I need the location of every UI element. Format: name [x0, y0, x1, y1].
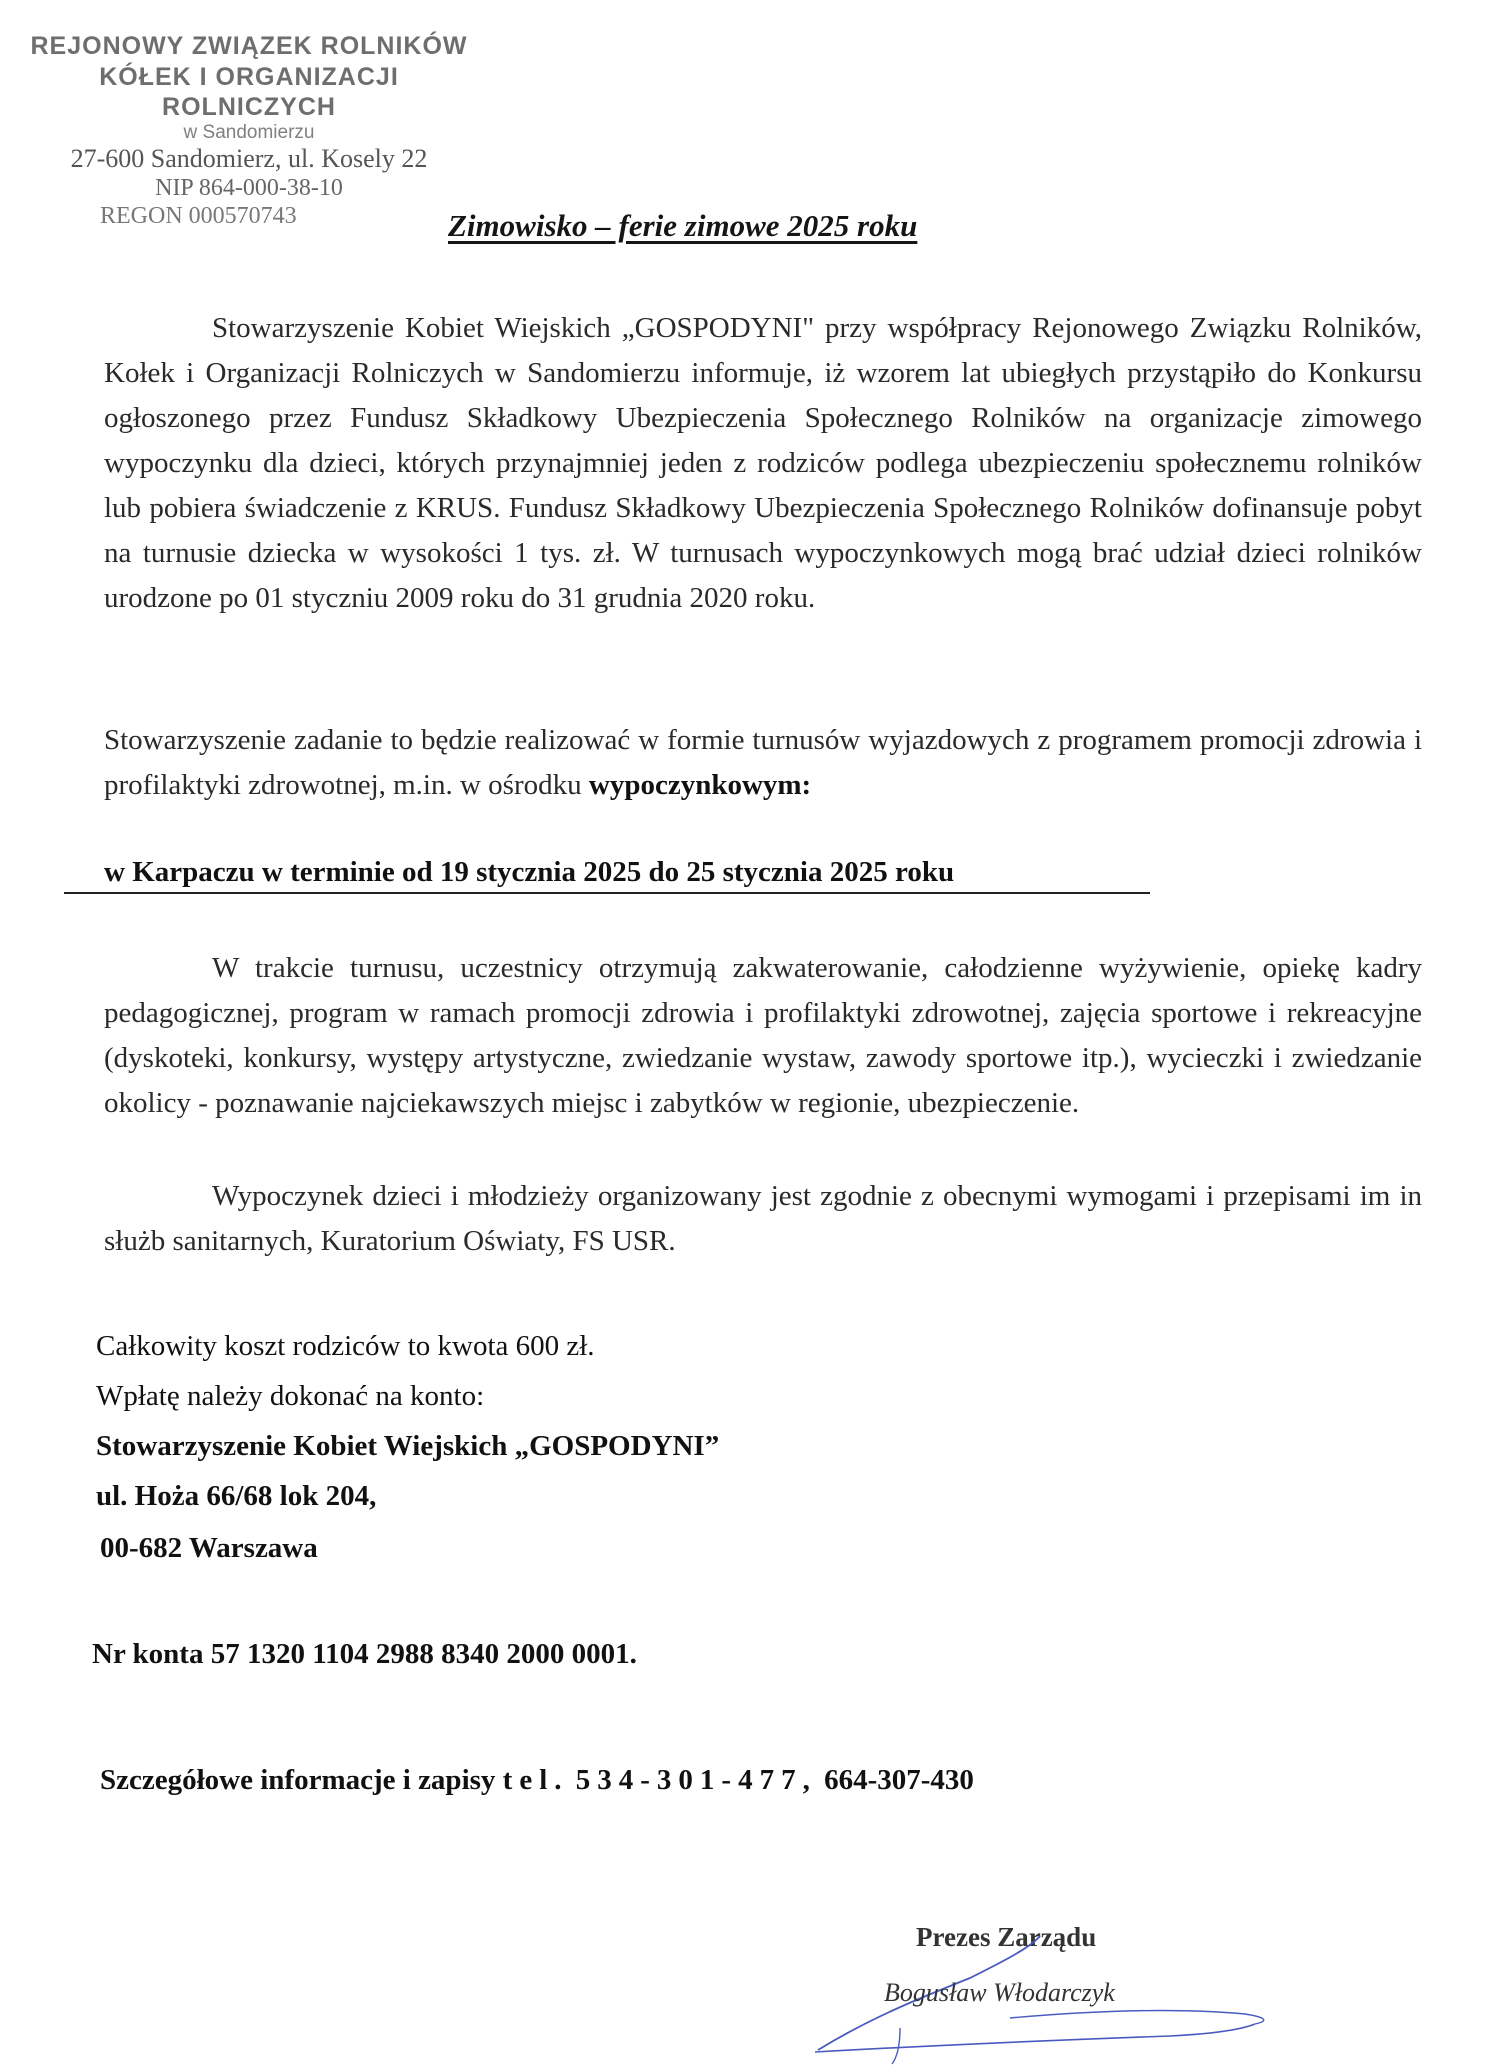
paragraph-services: W trakcie turnusu, uczestnicy otrzymują zakwaterowanie, całodzienne wyżywienie, opiekę kadry pedagogicznej, program w ramach promocji zdrowia i profilaktyki zdrowotnej, zajęcia sportowe i rekreacyjne (dyskoteki, konkursy, występy artystyczne, zwiedzanie wystaw, zawody sportowe itp.), wycieczki i zwiedzanie okolicy - poznawanie najciekawszych miejsc i zabytków w regionie, ubezpieczenie. [104, 952, 1422, 1119]
recipient-street: ul. Hoża 66/68 lok 204, [96, 1480, 377, 1512]
stamp-line-2: KÓŁEK I ORGANIZACJI ROLNICZYCH [99, 63, 399, 121]
term-line: w Karpaczu w terminie od 19 stycznia 2025 do 25 stycznia 2025 roku [64, 852, 1150, 894]
stamp-nip: NIP 864-000-38-10 [155, 175, 343, 201]
signature-name: Bogusław Włodarczyk [884, 1978, 1115, 2007]
cost-line: Całkowity koszt rodziców to kwota 600 zł. [96, 1330, 595, 1362]
paragraph-program [104, 718, 1422, 808]
stamp-line-3: w Sandomierzu [183, 122, 315, 143]
bank-account: Nr konta 57 1320 1104 2988 8340 2000 0001. [92, 1638, 637, 1670]
stamp-address: 27-600 Sandomierz, ul. Kosely 22 [70, 144, 428, 173]
recipient-name: Stowarzyszenie Kobiet Wiejskich „GOSPODYNI” [96, 1430, 720, 1462]
contact-label: Szczegółowe informacje i zapisy [100, 1764, 496, 1796]
document-title: Zimowisko – ferie zimowe 2025 roku [448, 208, 918, 243]
contact-tel-label: tel. [502, 1764, 569, 1796]
contact-line [100, 1762, 974, 1798]
payment-intro: Wpłatę należy dokonać na konto: [96, 1380, 485, 1412]
organization-stamp [14, 30, 484, 230]
paragraph-intro: Stowarzyszenie Kobiet Wiejskich „GOSPODYNI" przy współpracy Rejonowego Związku Rolników, Kołek i Organizacji Rolniczych w Sandomierzu informuje, iż wzorem lat ubiegłych przystąpiło do Konkursu ogłoszonego przez Fundusz Składkowy Ubezpieczenia Społecznego Rolników na organizacje zimowego wypoczynku dla dzieci, których przynajmniej jeden z rodziców podlega ubezpieczeniu społecznemu rolników lub pobiera świadczenie z KRUS. Fundusz Składkowy Ubezpieczenia Społecznego Rolników dofinansuje pobyt na turnusie dziecka w wysokości 1 tys. zł. W turnusach wypoczynkowych mogą brać udział dzieci rolników urodzone po 01 styczniu 2009 roku do 31 grudnia 2020 roku. [104, 312, 1422, 614]
signature-title: Prezes Zarządu [916, 1922, 1097, 1952]
contact-phone-2: 664-307-430 [824, 1764, 974, 1796]
paragraph-program-bold: wypoczynkowym: [588, 769, 812, 801]
stamp-regon: REGON 000570743 [100, 203, 297, 229]
recipient-city: 00-682 Warszawa [100, 1532, 318, 1564]
paragraph-program-text: Stowarzyszenie zadanie to będzie realizować w formie turnusów wyjazdowych z programem promocji zdrowia i profilaktyki zdrowotnej, m.in. w ośrodku [104, 724, 1422, 801]
paragraph-regulations: Wypoczynek dzieci i młodzieży organizowany jest zgodnie z obecnymi wymogami i przepisami im in służb sanitarnych, Kuratorium Oświaty, FS USR. [104, 1180, 1422, 1257]
contact-phone-1: 534-301-477, [575, 1764, 817, 1796]
stamp-line-1: REJONOWY ZWIĄZEK ROLNIKÓW [30, 32, 468, 60]
